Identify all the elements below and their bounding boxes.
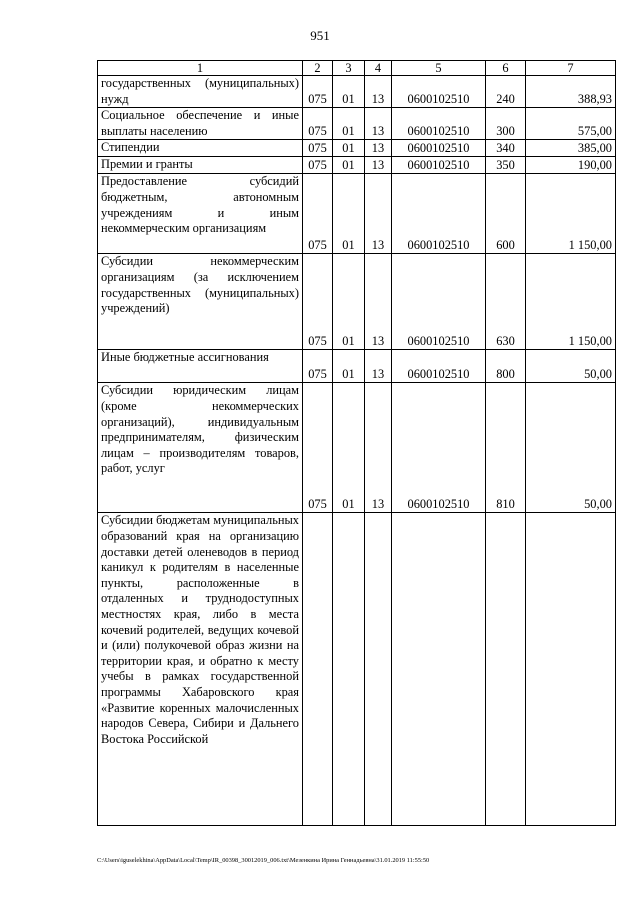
row-name: Премии и гранты xyxy=(98,157,303,174)
header-row xyxy=(98,61,616,76)
cell-target-article: 0600102510 xyxy=(392,383,486,513)
cell-target-article xyxy=(392,513,486,826)
cell-amount xyxy=(526,513,616,826)
cell-target-article: 0600102510 xyxy=(392,76,486,108)
column-header: 1 xyxy=(98,61,303,76)
cell-amount: 385,00 xyxy=(526,140,616,157)
cell-expense-type: 810 xyxy=(486,383,526,513)
column-header: 3 xyxy=(333,61,365,76)
cell-amount: 1 150,00 xyxy=(526,254,616,350)
cell-section: 01 xyxy=(333,254,365,350)
cell-amount: 575,00 xyxy=(526,108,616,140)
table-row xyxy=(98,76,616,108)
cell-ministry-code: 075 xyxy=(303,157,333,174)
cell-expense-type: 600 xyxy=(486,174,526,254)
cell-section: 01 xyxy=(333,140,365,157)
row-name: Иные бюджетные ассигнования xyxy=(98,350,303,383)
cell-target-article: 0600102510 xyxy=(392,108,486,140)
cell-amount: 388,93 xyxy=(526,76,616,108)
cell-expense-type: 300 xyxy=(486,108,526,140)
cell-section: 01 xyxy=(333,174,365,254)
cell-subsection: 13 xyxy=(365,254,392,350)
cell-amount: 50,00 xyxy=(526,383,616,513)
cell-subsection xyxy=(365,513,392,826)
cell-subsection: 13 xyxy=(365,108,392,140)
cell-ministry-code: 075 xyxy=(303,350,333,383)
column-header: 2 xyxy=(303,61,333,76)
row-name: Предоставление субсидий бюджетным, автономным учреждениям и иным некоммерческим организациям xyxy=(98,174,303,254)
cell-subsection: 13 xyxy=(365,174,392,254)
cell-expense-type: 350 xyxy=(486,157,526,174)
cell-target-article: 0600102510 xyxy=(392,157,486,174)
cell-target-article: 0600102510 xyxy=(392,350,486,383)
cell-ministry-code: 075 xyxy=(303,76,333,108)
table-row xyxy=(98,254,616,350)
cell-ministry-code: 075 xyxy=(303,108,333,140)
cell-target-article: 0600102510 xyxy=(392,254,486,350)
cell-section: 01 xyxy=(333,76,365,108)
cell-ministry-code: 075 xyxy=(303,174,333,254)
cell-subsection: 13 xyxy=(365,76,392,108)
row-name: Стипендии xyxy=(98,140,303,157)
page-number: 951 xyxy=(310,28,330,43)
cell-target-article: 0600102510 xyxy=(392,174,486,254)
table-row xyxy=(98,157,616,174)
cell-subsection: 13 xyxy=(365,140,392,157)
cell-amount: 50,00 xyxy=(526,350,616,383)
table-row xyxy=(98,350,616,383)
cell-ministry-code xyxy=(303,513,333,826)
cell-amount: 1 150,00 xyxy=(526,174,616,254)
cell-target-article: 0600102510 xyxy=(392,140,486,157)
row-name: Социальное обеспечение и иные выплаты населению xyxy=(98,108,303,140)
column-header: 6 xyxy=(486,61,526,76)
cell-ministry-code: 075 xyxy=(303,254,333,350)
cell-subsection: 13 xyxy=(365,350,392,383)
column-header: 7 xyxy=(526,61,616,76)
cell-section xyxy=(333,513,365,826)
file-path-footer: C:\Users\iguselekhina\AppData\Local\Temp\IR_00398_30012019_006.txt\Мезенкина Ирина Геннадьевна\31.01.2019 11:55:50 xyxy=(97,857,430,864)
column-header: 5 xyxy=(392,61,486,76)
cell-section: 01 xyxy=(333,350,365,383)
table-row xyxy=(98,513,616,826)
table-row xyxy=(98,174,616,254)
row-name: Субсидии юридическим лицам (кроме некоммерческих организаций), индивидуальным предпринимателям, физическим лицам – производителям товаров, работ, услуг xyxy=(98,383,303,513)
table-row xyxy=(98,383,616,513)
cell-subsection: 13 xyxy=(365,157,392,174)
table-row xyxy=(98,140,616,157)
table-row xyxy=(98,108,616,140)
cell-amount: 190,00 xyxy=(526,157,616,174)
cell-subsection: 13 xyxy=(365,383,392,513)
cell-section: 01 xyxy=(333,108,365,140)
row-name: Субсидии бюджетам муниципальных образований края на организацию доставки детей оленеводов в период каникул к родителям в населенные пункты, расположенные в отдаленных и труднодоступных местностях края, либо в места кочевий родителей, ведущих кочевой и (или) полукочевой образ жизни на территории края, и обратно к месту учебы в рамках государственной программы Хабаровского края «Развитие коренных малочисленных народов Севера, Сибири и Дальнего Востока Российской xyxy=(98,513,303,826)
cell-section: 01 xyxy=(333,157,365,174)
cell-section: 01 xyxy=(333,383,365,513)
cell-expense-type: 800 xyxy=(486,350,526,383)
cell-ministry-code: 075 xyxy=(303,140,333,157)
cell-expense-type: 340 xyxy=(486,140,526,157)
row-name: Субсидии некоммерческим организациям (за исключением государственных (муниципальных) учреждений) xyxy=(98,254,303,350)
cell-ministry-code: 075 xyxy=(303,383,333,513)
row-name: государственных (муниципальных) нужд xyxy=(98,76,303,108)
cell-expense-type xyxy=(486,513,526,826)
cell-expense-type: 240 xyxy=(486,76,526,108)
budget-table xyxy=(97,60,616,826)
cell-expense-type: 630 xyxy=(486,254,526,350)
column-header: 4 xyxy=(365,61,392,76)
